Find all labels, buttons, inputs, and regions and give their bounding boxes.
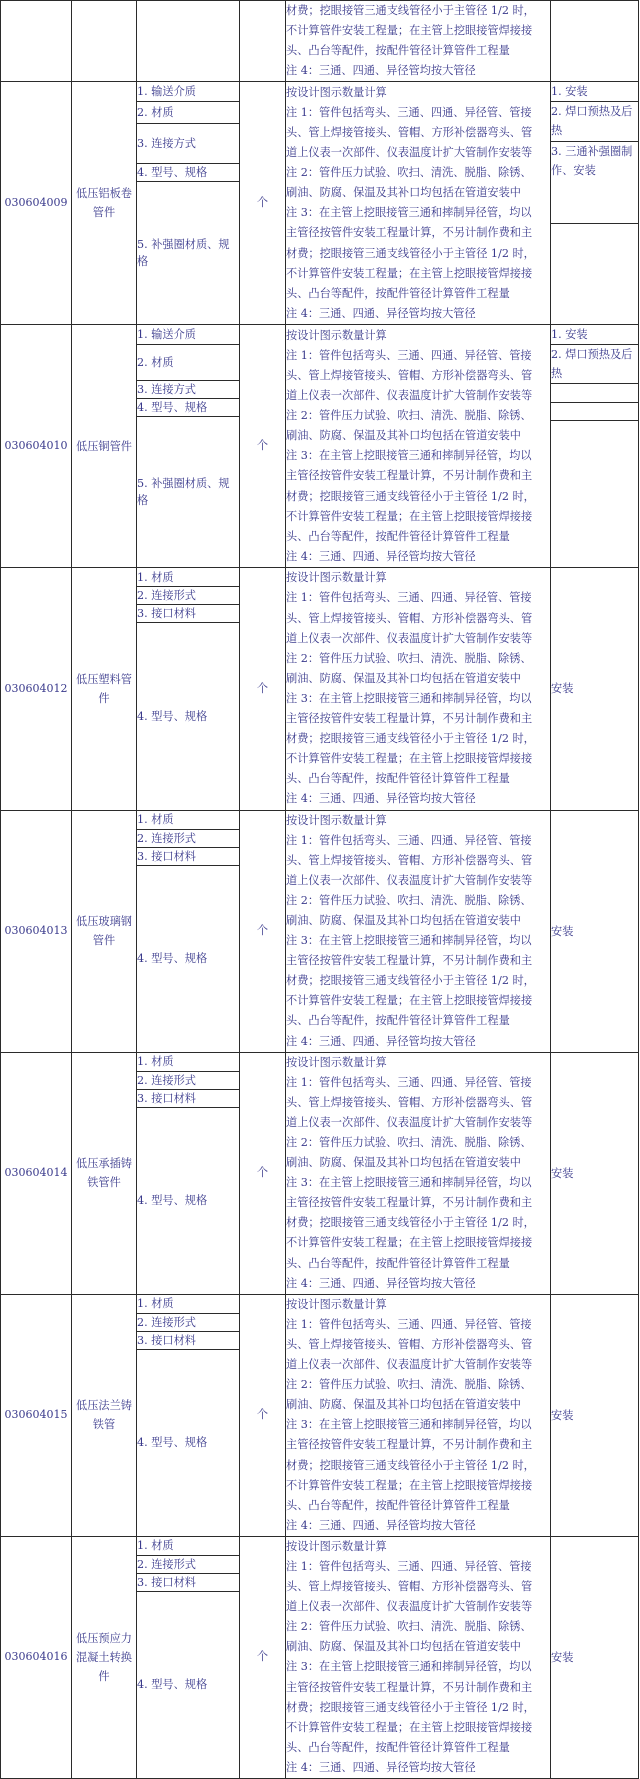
item-unit: 个 <box>240 325 286 568</box>
rule-text-line: 头、管上焊接管接头、管帽、方形补偿器弯头、管 <box>286 1095 533 1109</box>
feature-item: 5. 补强圈材质、规格 <box>137 417 240 568</box>
rule-text-line: 不计算管件安装工程量；在主管上挖眼接管焊接接 <box>286 1478 533 1492</box>
rule-text-line: 主管径按管件安装工程量计算，不另计制作费和主 <box>286 954 533 968</box>
feature-item: 4. 型号、规格 <box>137 865 240 1052</box>
work-content-item: 安装 <box>551 810 639 1052</box>
rule-text-line: 刷油、防腐、保温及其补口均包括在管道安装中 <box>286 1156 521 1170</box>
rule-text-line: 头、管上焊接管接头、管帽、方形补偿器弯头、管 <box>286 611 533 625</box>
rule-text-line: 道上仪表一次部件、仪表温度计扩大管制作安装等 <box>286 1600 533 1614</box>
rule-text-line: 注 2：管件压力试验、吹扫、清洗、脱脂、除锈、 <box>286 1136 532 1149</box>
item-name: 低压法兰铸铁管 <box>72 1294 137 1536</box>
rule-text-line: 头、管上焊接管接头、管帽、方形补偿器弯头、管 <box>286 369 533 382</box>
rule-text-cell <box>286 82 551 325</box>
feature-item: 4. 型号、规格 <box>137 1107 240 1294</box>
work-content-item: 1. 安装 <box>551 325 639 345</box>
feature-item: 1. 输送介质 <box>137 82 240 102</box>
spec-table-body <box>1 1 639 1779</box>
rule-text-line: 注 4：三通、四通、异径管均按大管径 <box>286 1518 476 1532</box>
rule-text-line: 刷油、防腐、保温及其补口均包括在管道安装中 <box>286 1398 521 1412</box>
feature-item: 2. 连接形式 <box>137 1555 240 1573</box>
table-row <box>1 325 639 345</box>
feature-cell <box>137 1 240 82</box>
rule-text-cell <box>286 568 551 810</box>
rule-text-line: 头、管上焊接管接头、管帽、方形补偿器弯头、管 <box>286 126 533 139</box>
item-code: 030604010 <box>1 325 72 568</box>
rule-text-line: 注 3：在主管上挖眼接管三通和摔制异径管，均以 <box>286 1176 532 1190</box>
item-unit: 个 <box>240 1536 286 1778</box>
rule-text-line: 注 1：管件包括弯头、三通、四通、异径管、管接 <box>286 591 532 605</box>
feature-item: 4. 型号、规格 <box>137 623 240 810</box>
name-cell <box>72 1 137 82</box>
rule-text-line: 按设计图示数量计算 <box>286 1055 387 1069</box>
work-content-item: 安装 <box>551 1294 639 1536</box>
rule-text-line: 按设计图示数量计算 <box>286 85 387 99</box>
rule-text-line: 不计算管件安装工程量；在主管上挖眼接管焊接接 <box>286 266 533 280</box>
rule-text-line: 刷油、防腐、保温及其补口均包括在管道安装中 <box>286 186 521 200</box>
rule-text-line: 刷油、防腐、保温及其补口均包括在管道安装中 <box>286 913 521 927</box>
item-name: 低压铝板卷管件 <box>72 82 137 325</box>
rule-text-line: 材费；挖眼接管三通支线管径小于主管径 1/2 时， <box>286 4 535 17</box>
table-row <box>1 568 639 587</box>
rule-text-line: 注 2：管件压力试验、吹扫、清洗、脱脂、除锈、 <box>286 166 532 180</box>
feature-item: 3. 连接方式 <box>137 124 240 164</box>
item-unit: 个 <box>240 1294 286 1536</box>
feature-item: 5. 补强圈材质、规格 <box>137 182 240 325</box>
rule-text-line: 注 4：三通、四通、异径管均按大管径 <box>286 1760 476 1774</box>
rule-text-line: 材费；挖眼接管三通支线管径小于主管径 1/2 时， <box>286 489 535 503</box>
rule-text-line: 不计算管件安装工程量；在主管上挖眼接管焊接接 <box>286 752 533 766</box>
work-content-item: 安装 <box>551 568 639 810</box>
feature-item: 1. 材质 <box>137 1294 240 1313</box>
feature-item: 3. 连接方式 <box>137 381 240 399</box>
rule-text-line: 不计算管件安装工程量；在主管上挖眼接管焊接接 <box>286 509 533 523</box>
feature-item: 3. 接口材料 <box>137 605 240 623</box>
rule-text-line: 道上仪表一次部件、仪表温度计扩大管制作安装等 <box>286 389 533 403</box>
feature-item: 3. 接口材料 <box>137 847 240 865</box>
item-code: 030604012 <box>1 568 72 810</box>
work-content-item <box>551 421 639 568</box>
rule-text-cell <box>286 325 551 568</box>
rule-text-line: 刷油、防腐、保温及其补口均包括在管道安装中 <box>286 429 521 443</box>
rule-text-line: 按设计图示数量计算 <box>286 571 387 585</box>
item-code: 030604015 <box>1 1294 72 1536</box>
item-code: 030604013 <box>1 810 72 1052</box>
rule-text-line: 按设计图示数量计算 <box>286 813 387 827</box>
feature-item: 3. 接口材料 <box>137 1573 240 1591</box>
feature-item: 3. 接口材料 <box>137 1331 240 1349</box>
rule-text-line: 刷油、防腐、保温及其补口均包括在管道安装中 <box>286 1640 521 1654</box>
rule-text-line: 按设计图示数量计算 <box>286 328 387 342</box>
rule-text-cell <box>286 810 551 1052</box>
rule-text-line: 头、凸台等配件，按配件管径计算管件工程量 <box>286 1014 510 1028</box>
work-content-item: 2. 焊口预热及后热 <box>551 345 639 384</box>
rule-text-line: 材费；挖眼接管三通支线管径小于主管径 1/2 时， <box>286 1216 535 1230</box>
rule-text-line: 注 3：在主管上挖眼接管三通和摔制异径管，均以 <box>286 1418 532 1432</box>
rule-text-line: 注 1：管件包括弯头、三通、四通、异径管、管接 <box>286 348 532 362</box>
feature-item: 4. 型号、规格 <box>137 164 240 182</box>
rule-text-line: 头、凸台等配件，按配件管径计算管件工程量 <box>286 772 510 786</box>
rule-text-line: 头、凸台等配件，按配件管径计算管件工程量 <box>286 44 510 58</box>
rule-text-line: 注 3：在主管上挖眼接管三通和摔制异径管，均以 <box>286 449 532 463</box>
rule-text-line: 头、凸台等配件，按配件管径计算管件工程量 <box>286 286 510 300</box>
rule-text-line: 头、凸台等配件，按配件管径计算管件工程量 <box>286 1498 510 1512</box>
item-name: 低压铜管件 <box>72 325 137 568</box>
table-row <box>1 1294 639 1313</box>
rule-text-line: 注 1：管件包括弯头、三通、四通、异径管、管接 <box>286 833 532 847</box>
rule-text-line: 注 4：三通、四通、异径管均按大管径 <box>286 306 476 320</box>
rule-text-line: 注 4：三通、四通、异径管均按大管径 <box>286 1034 476 1048</box>
rule-text-cell <box>286 1536 551 1778</box>
feature-item: 1. 输送介质 <box>137 325 240 345</box>
feature-item: 2. 连接形式 <box>137 587 240 605</box>
rule-text-line: 注 2：管件压力试验、吹扫、清洗、脱脂、除锈、 <box>286 1620 532 1634</box>
rule-text-cell <box>286 1 551 82</box>
item-name: 低压塑料管件 <box>72 568 137 810</box>
work-content-item <box>551 224 639 325</box>
rule-text-line: 道上仪表一次部件、仪表温度计扩大管制作安装等 <box>286 146 533 160</box>
work-content-item: 2. 焊口预热及后热 <box>551 102 639 142</box>
table-row <box>1 1 639 82</box>
feature-item: 1. 材质 <box>137 1536 240 1555</box>
rule-text-line: 道上仪表一次部件、仪表温度计扩大管制作安装等 <box>286 873 533 887</box>
feature-item: 1. 材质 <box>137 568 240 587</box>
item-code: 030604014 <box>1 1052 72 1294</box>
rule-text-line: 注 3：在主管上挖眼接管三通和摔制异径管，均以 <box>286 934 532 948</box>
work-content-item <box>551 403 639 421</box>
rule-text-line: 按设计图示数量计算 <box>286 1297 387 1311</box>
rule-text-line: 头、管上焊接管接头、管帽、方形补偿器弯头、管 <box>286 853 533 867</box>
item-unit: 个 <box>240 568 286 810</box>
work-cell <box>551 1 639 82</box>
rule-text-line: 注 4：三通、四通、异径管均按大管径 <box>286 549 476 563</box>
table-row <box>1 810 639 829</box>
rule-text-line: 材费；挖眼接管三通支线管径小于主管径 1/2 时， <box>286 732 535 746</box>
item-code: 030604009 <box>1 82 72 325</box>
rule-text-line: 不计算管件安装工程量；在主管上挖眼接管焊接接 <box>286 24 533 38</box>
feature-item: 2. 材质 <box>137 102 240 124</box>
rule-text-line: 道上仪表一次部件、仪表温度计扩大管制作安装等 <box>286 631 533 645</box>
rule-text-line: 头、凸台等配件，按配件管径计算管件工程量 <box>286 529 510 543</box>
rule-text-line: 按设计图示数量计算 <box>286 1539 387 1553</box>
item-unit: 个 <box>240 82 286 325</box>
rule-text-line: 主管径按管件安装工程量计算，不另计制作费和主 <box>286 712 533 726</box>
item-name: 低压玻璃钢管件 <box>72 810 137 1052</box>
code-cell <box>1 1 72 82</box>
rule-text-line: 注 1：管件包括弯头、三通、四通、异径管、管接 <box>286 1075 532 1089</box>
rule-text-cell <box>286 1294 551 1536</box>
feature-item: 4. 型号、规格 <box>137 399 240 417</box>
table-row <box>1 1052 639 1071</box>
rule-text-line: 注 3：在主管上挖眼接管三通和摔制异径管，均以 <box>286 691 532 705</box>
rule-text-line: 道上仪表一次部件、仪表温度计扩大管制作安装等 <box>286 1358 533 1372</box>
rule-text-line: 不计算管件安装工程量；在主管上挖眼接管焊接接 <box>286 1720 533 1734</box>
work-content-item: 安装 <box>551 1536 639 1778</box>
rule-text-cell <box>286 1052 551 1294</box>
rule-text-line: 主管径按管件安装工程量计算，不另计制作费和主 <box>286 1196 533 1210</box>
feature-item: 1. 材质 <box>137 810 240 829</box>
item-unit: 个 <box>240 810 286 1052</box>
rule-text-line: 头、凸台等配件，按配件管径计算管件工程量 <box>286 1256 510 1270</box>
rule-text-line: 注 2：管件压力试验、吹扫、清洗、脱脂、除锈、 <box>286 409 532 423</box>
rule-text-line: 注 2：管件压力试验、吹扫、清洗、脱脂、除锈、 <box>286 1378 532 1392</box>
rule-text-line: 头、凸台等配件，按配件管径计算管件工程量 <box>286 1740 510 1754</box>
rule-text-line: 注 3：在主管上挖眼接管三通和摔制异径管，均以 <box>286 1660 532 1674</box>
rule-text-line: 刷油、防腐、保温及其补口均包括在管道安装中 <box>286 671 521 685</box>
feature-item: 4. 型号、规格 <box>137 1349 240 1536</box>
feature-item: 1. 材质 <box>137 1052 240 1071</box>
work-content-item <box>551 384 639 403</box>
rule-text-line: 道上仪表一次部件、仪表温度计扩大管制作安装等 <box>286 1115 533 1129</box>
rule-text-line: 主管径按管件安装工程量计算，不另计制作费和主 <box>286 1680 533 1694</box>
feature-item: 2. 材质 <box>137 345 240 381</box>
item-unit: 个 <box>240 1052 286 1294</box>
rule-text-line: 不计算管件安装工程量；在主管上挖眼接管焊接接 <box>286 1236 533 1250</box>
rule-text-line: 主管径按管件安装工程量计算，不另计制作费和主 <box>286 469 533 483</box>
feature-item: 2. 连接形式 <box>137 1071 240 1089</box>
work-content-item: 1. 安装 <box>551 82 639 102</box>
rule-text-line: 主管径按管件安装工程量计算，不另计制作费和主 <box>286 226 533 240</box>
rule-text-line: 材费；挖眼接管三通支线管径小于主管径 1/2 时， <box>286 246 535 260</box>
rule-text-line: 注 1：管件包括弯头、三通、四通、异径管、管接 <box>286 1317 532 1331</box>
rule-text-line: 主管径按管件安装工程量计算，不另计制作费和主 <box>286 1438 533 1452</box>
work-content-item: 3. 三通补强圈制作、安装 <box>551 142 639 224</box>
item-code: 030604016 <box>1 1536 72 1778</box>
rule-text-line: 材费；挖眼接管三通支线管径小于主管径 1/2 时， <box>286 1700 535 1714</box>
unit-cell <box>240 1 286 82</box>
rule-text-line: 注 4：三通、四通、异径管均按大管径 <box>286 792 476 806</box>
rule-text-line: 注 4：三通、四通、异径管均按大管径 <box>286 1276 476 1290</box>
rule-text-line: 注 2：管件压力试验、吹扫、清洗、脱脂、除锈、 <box>286 651 532 665</box>
rule-text-line: 不计算管件安装工程量；在主管上挖眼接管焊接接 <box>286 994 533 1008</box>
item-name: 低压预应力混凝土转换件 <box>72 1536 137 1778</box>
item-name: 低压承插铸铁管件 <box>72 1052 137 1294</box>
rule-text-line: 材费；挖眼接管三通支线管径小于主管径 1/2 时， <box>286 974 535 988</box>
feature-item: 2. 连接形式 <box>137 829 240 847</box>
rule-text-line: 头、管上焊接管接头、管帽、方形补偿器弯头、管 <box>286 1580 533 1594</box>
work-content-item: 安装 <box>551 1052 639 1294</box>
rule-text-line: 注 2：管件压力试验、吹扫、清洗、脱脂、除锈、 <box>286 893 532 907</box>
table-row <box>1 82 639 102</box>
feature-item: 2. 连接形式 <box>137 1313 240 1331</box>
rule-text-line: 头、管上焊接管接头、管帽、方形补偿器弯头、管 <box>286 1337 533 1351</box>
rule-text-line: 注 3：在主管上挖眼接管三通和摔制异径管，均以 <box>286 206 532 220</box>
rule-text-line: 注 1：管件包括弯头、三通、四通、异径管、管接 <box>286 1559 532 1573</box>
rule-text-line: 注 4：三通、四通、异径管均按大管径 <box>286 64 476 78</box>
feature-item: 3. 接口材料 <box>137 1089 240 1107</box>
rule-text-line: 注 1：管件包括弯头、三通、四通、异径管、管接 <box>286 105 532 119</box>
feature-item: 4. 型号、规格 <box>137 1591 240 1778</box>
rule-text-line: 材费；挖眼接管三通支线管径小于主管径 1/2 时， <box>286 1458 535 1472</box>
table-row <box>1 1536 639 1555</box>
